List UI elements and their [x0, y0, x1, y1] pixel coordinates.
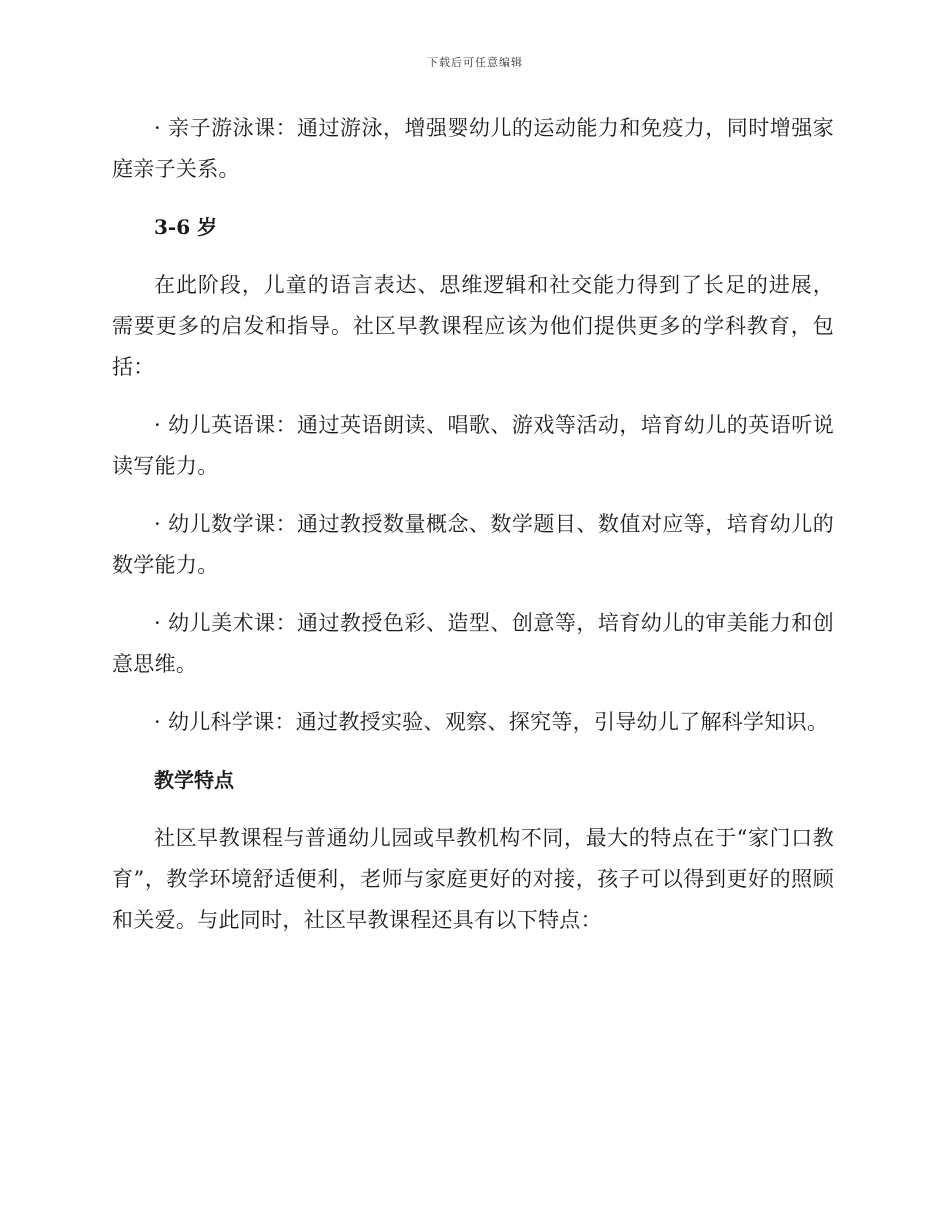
page-header: 下载后可任意编辑 [427, 56, 523, 69]
paragraph-features-intro: 社区早教课程与普通幼儿园或早教机构不同，最大的特点在于“家门口教育”，教学环境舒适便利，老师与家庭更好的对接，孩子可以得到更好的照顾和关爱。与此同时，社区早教课程还具有以下特点： [112, 826, 834, 932]
document-body [112, 108, 834, 958]
paragraph-english-class: · 幼儿英语课：通过英语朗读、唱歌、游戏等活动，培育幼儿的英语听说读写能力。 [112, 413, 834, 478]
paragraph-swimming-class: · 亲子游泳课：通过游泳，增强婴幼儿的运动能力和免疫力，同时增强家庭亲子关系。 [112, 116, 834, 181]
paragraph-math-class: · 幼儿数学课：通过教授数量概念、数学题目、数值对应等，培育幼儿的数学能力。 [112, 512, 834, 577]
paragraph-stage-intro: 在此阶段，儿童的语言表达、思维逻辑和社交能力得到了长足的进展，需要更多的启发和指导。社区早教课程应该为他们提供更多的学科教育，包括： [112, 273, 834, 379]
paragraph-science-class: · 幼儿科学课：通过教授实验、观察、探究等，引导幼儿了解科学知识。 [154, 710, 829, 734]
paragraph-art-class: · 幼儿美术课：通过教授色彩、造型、创意等，培育幼儿的审美能力和创意思维。 [112, 611, 834, 676]
heading-age-3-6: 3-6 岁 [154, 215, 218, 239]
heading-teaching-features: 教学特点 [154, 768, 234, 792]
